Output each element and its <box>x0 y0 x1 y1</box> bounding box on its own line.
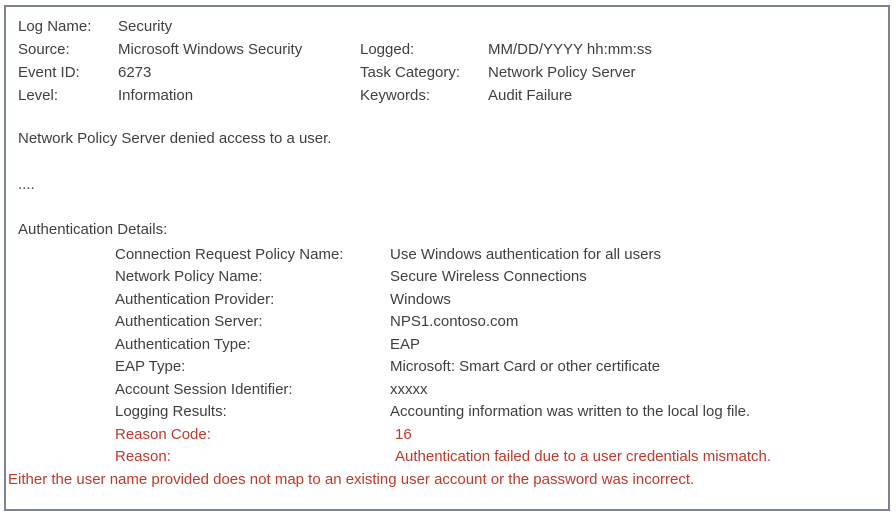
source-label: Source: <box>18 41 70 58</box>
auth-detail-row <box>115 356 878 379</box>
event-detail-panel <box>4 5 890 511</box>
detail-value: Microsoft: Smart Card or other certificate <box>390 358 661 375</box>
auth-detail-row-reason-code <box>115 424 878 447</box>
detail-value: Secure Wireless Connections <box>390 268 587 285</box>
detail-label: EAP Type: <box>115 358 186 375</box>
reason-code-value: 16 <box>395 425 412 443</box>
event-detail-content <box>6 7 888 491</box>
detail-label: Authentication Type: <box>115 335 251 353</box>
event-description: Network Policy Server denied access to a user. <box>18 130 332 147</box>
detail-label: Authentication Server: <box>115 313 263 330</box>
detail-value: Windows <box>390 290 451 308</box>
reason-label: Reason: <box>115 448 171 465</box>
field-row-eventid-taskcategory <box>18 61 878 84</box>
keywords-label: Keywords: <box>360 87 431 104</box>
detail-value: EAP <box>390 335 421 353</box>
source-value: Microsoft Windows Security <box>118 41 303 58</box>
detail-label: Logging Results: <box>115 403 227 420</box>
event-id-value: 6273 <box>118 64 152 81</box>
logged-label: Logged: <box>360 41 415 58</box>
auth-detail-row <box>115 266 878 289</box>
auth-detail-row <box>115 244 878 267</box>
detail-value: NPS1.contoso.com <box>390 313 519 330</box>
task-category-value: Network Policy Server <box>488 64 636 81</box>
field-row-source-logged <box>18 38 878 61</box>
auth-detail-row-reason <box>115 446 878 469</box>
auth-detail-row <box>115 289 878 312</box>
auth-detail-row <box>115 401 878 424</box>
field-row-log-name <box>18 15 878 38</box>
detail-label: Network Policy Name: <box>115 268 263 285</box>
detail-value: xxxxx <box>390 380 428 398</box>
detail-label: Account Session Identifier: <box>115 380 293 398</box>
omitted-content-ellipsis: .... <box>18 175 35 193</box>
detail-label: Authentication Provider: <box>115 290 275 308</box>
detail-label: Connection Request Policy Name: <box>115 245 344 263</box>
empty-label <box>360 15 488 38</box>
auth-detail-row <box>115 334 878 357</box>
auth-details-heading: Authentication Details: <box>18 221 168 238</box>
field-row-level-keywords <box>18 84 878 107</box>
level-label: Level: <box>18 87 59 104</box>
auth-details-list <box>18 244 878 469</box>
log-name-value: Security <box>118 18 173 35</box>
task-category-label: Task Category: <box>360 64 461 81</box>
reason-value: Authentication failed due to a user credentials mismatch. <box>395 448 772 465</box>
auth-detail-row <box>115 311 878 334</box>
event-id-label: Event ID: <box>18 64 80 81</box>
reason-code-label: Reason Code: <box>115 425 211 443</box>
keywords-value: Audit Failure <box>488 87 573 104</box>
level-value: Information <box>118 87 194 104</box>
logged-value: MM/DD/YYYY hh:mm:ss <box>488 41 652 58</box>
detail-value: Use Windows authentication for all users <box>390 245 661 263</box>
auth-detail-row <box>115 379 878 402</box>
empty-value <box>488 15 878 38</box>
event-header <box>18 15 878 107</box>
error-explanation: Either the user name provided does not map to an existing user account or the password was incorrect. <box>8 470 695 488</box>
detail-value: Accounting information was written to the local log file. <box>390 403 751 420</box>
log-name-label: Log Name: <box>18 18 92 35</box>
